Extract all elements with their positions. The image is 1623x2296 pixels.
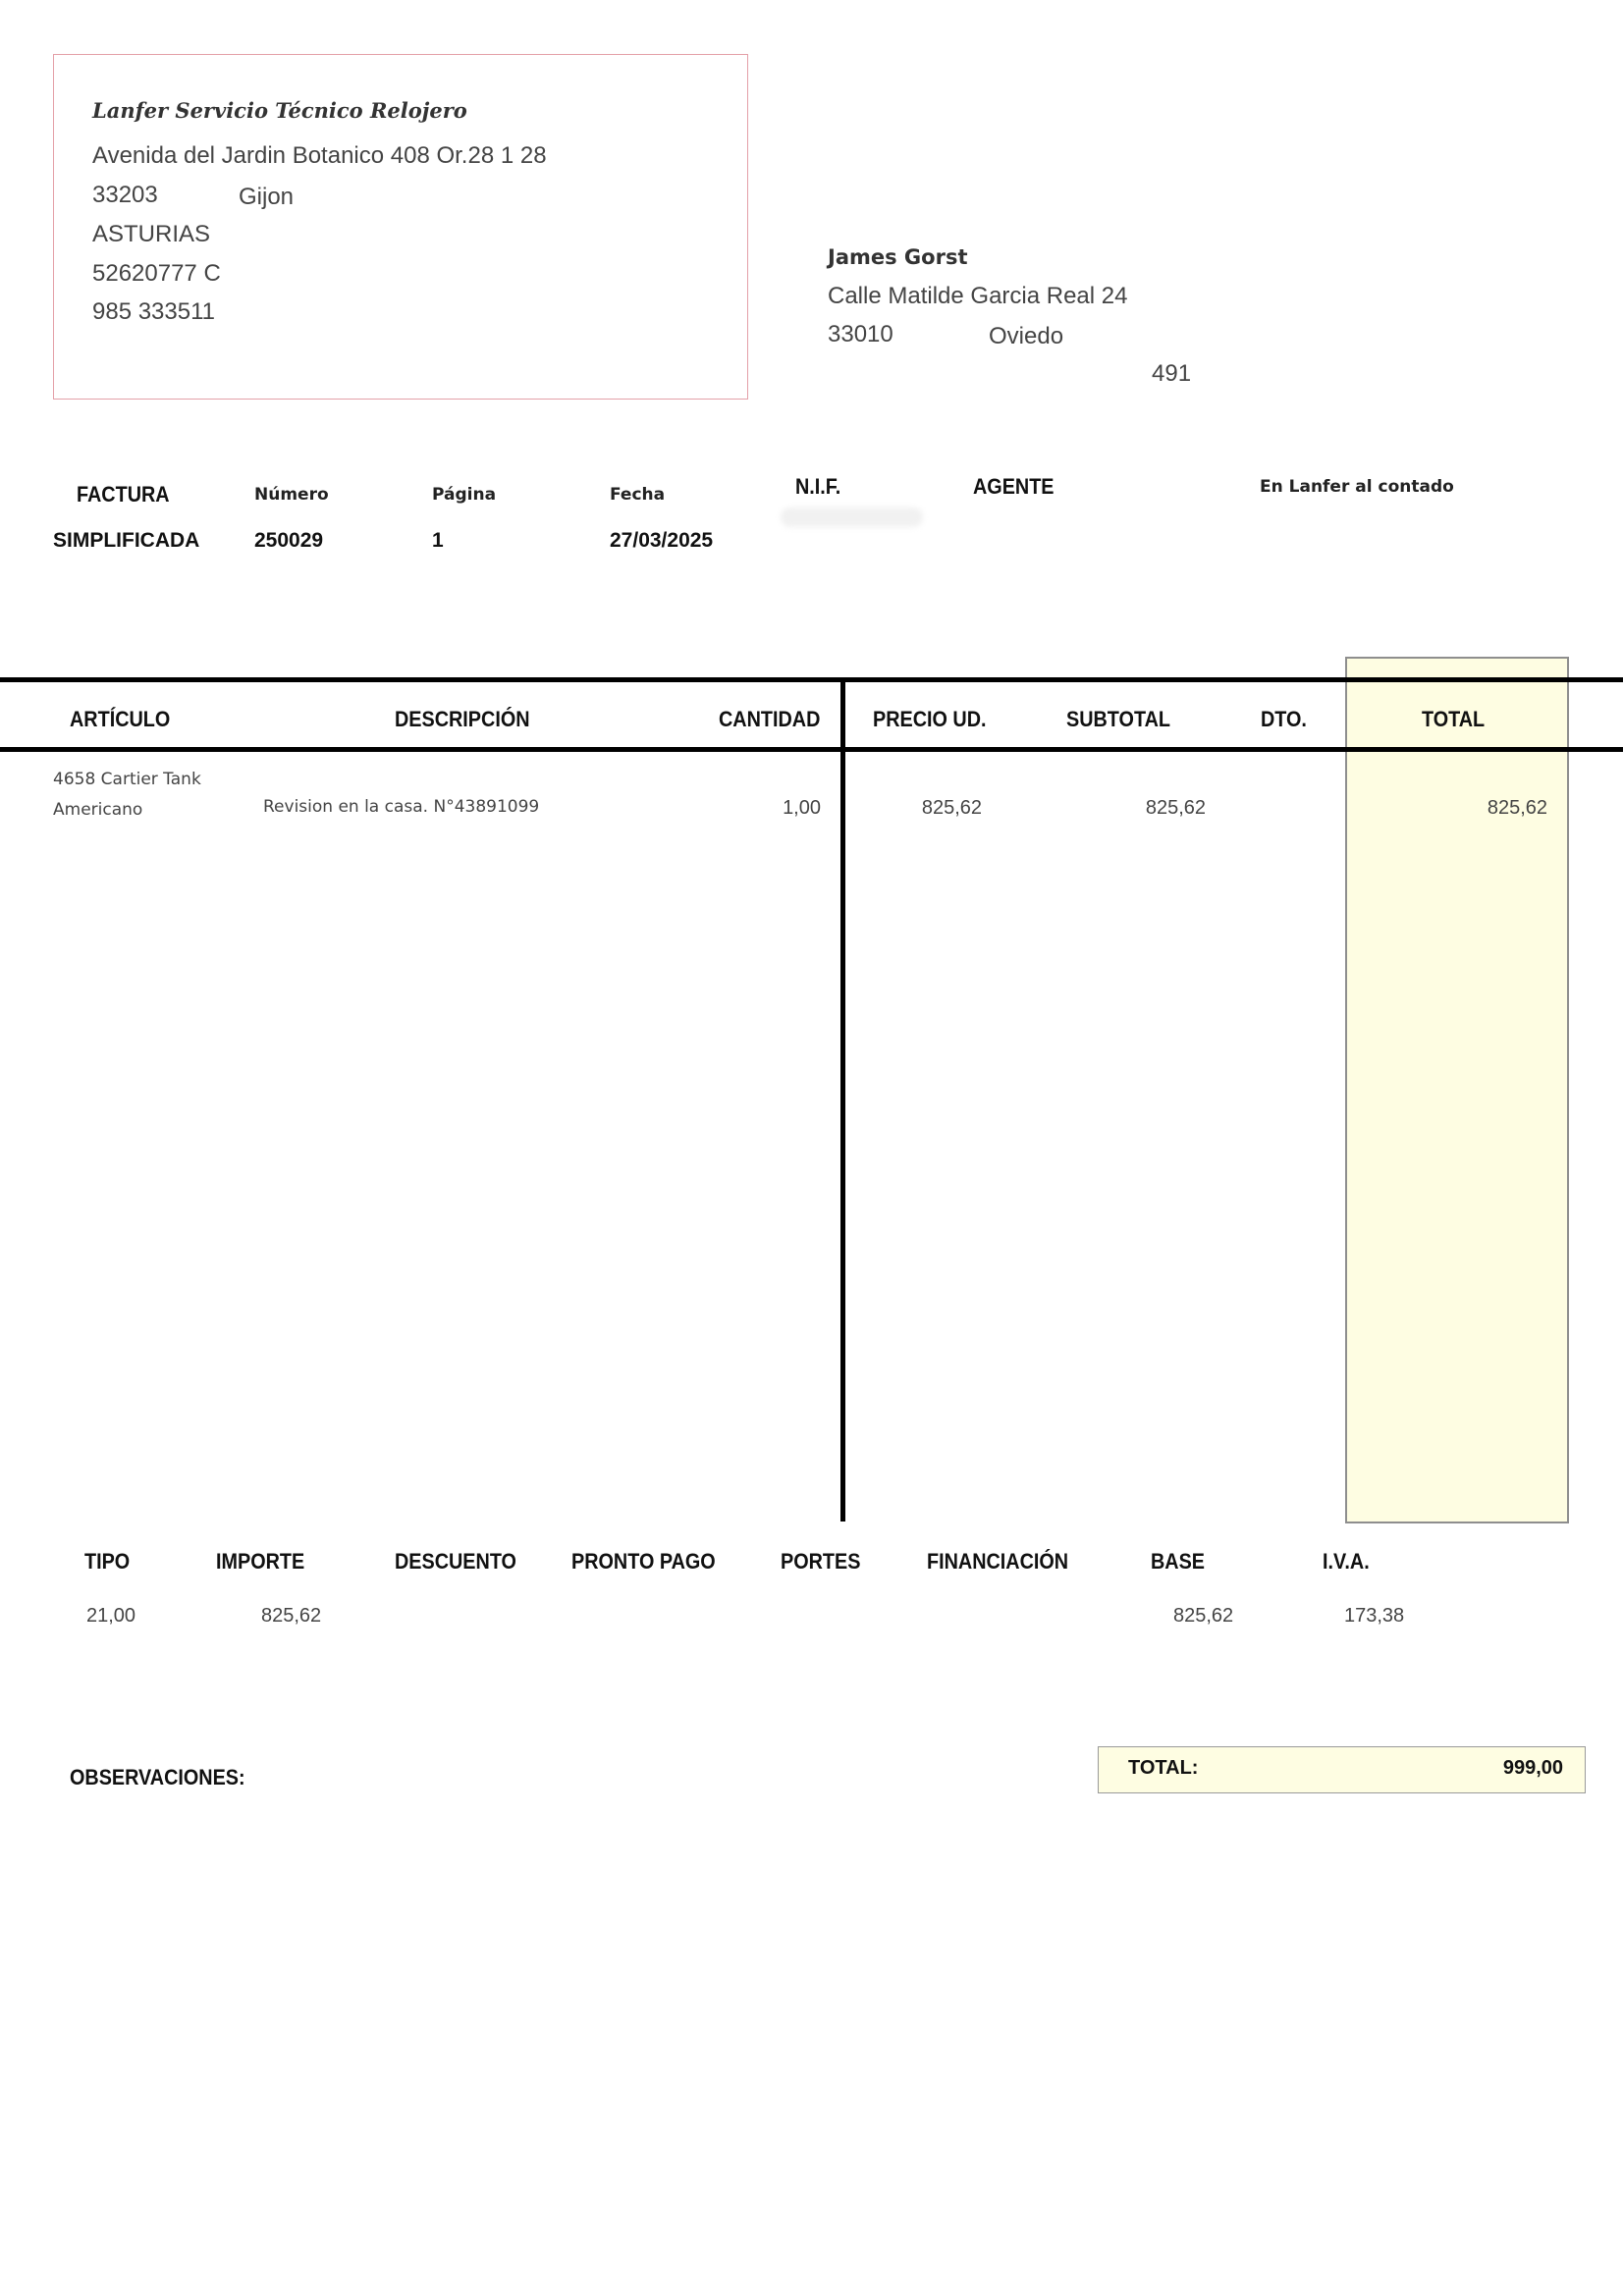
customer-address: Calle Matilde Garcia Real 24 [828,283,1128,309]
row-subtotal: 825,62 [1145,797,1206,819]
tax-header-tipo: TIPO [84,1549,131,1574]
page-label: Página [432,485,497,505]
customer-code: 491 [1152,360,1192,387]
nif-label: N.I.F. [795,474,841,499]
tax-header-portes: PORTES [781,1549,861,1574]
grand-total-value: 999,00 [1502,1757,1563,1779]
row-article-line1: 4658 Cartier Tank [53,770,201,789]
tax-value-iva: 173,38 [1344,1605,1405,1627]
col-header-discount: DTO. [1261,707,1307,731]
customer-name: James Gorst [828,245,968,269]
row-unit-price: 825,62 [921,797,982,819]
sender-postal-code: 33203 [92,182,158,208]
invoice-type-label: FACTURA [77,482,170,507]
col-header-subtotal: SUBTOTAL [1066,707,1170,731]
nif-smudge [781,507,923,527]
date-label: Fecha [610,485,666,505]
tax-value-tipo: 21,00 [86,1605,136,1627]
col-header-unit-price: PRECIO UD. [873,707,987,731]
tax-value-base: 825,62 [1173,1605,1234,1627]
tax-header-iva: I.V.A. [1323,1549,1370,1574]
row-description: Revision en la casa. N°43891099 [263,797,540,817]
number-label: Número [254,485,329,505]
table-top-rule [0,677,1623,682]
customer-postal-code: 33010 [828,321,893,347]
col-header-article: ARTÍCULO [70,707,171,731]
agent-label: AGENTE [973,474,1055,499]
col-header-quantity: CANTIDAD [719,707,821,731]
tax-header-financiacion: FINANCIACIÓN [927,1549,1069,1574]
sender-city: Gijon [239,184,295,210]
customer-city: Oviedo [989,323,1064,349]
sender-address: Avenida del Jardin Botanico 408 Or.28 1 28 [92,142,547,169]
sender-nif: 52620777 C [92,260,221,287]
tax-header-base: BASE [1151,1549,1206,1574]
sender-name: Lanfer Servicio Técnico Relojero [92,98,467,123]
total-column-highlight [1345,657,1569,1523]
row-article-line2: Americano [53,800,143,820]
sender-province: ASTURIAS [92,221,211,247]
payment-method: En Lanfer al contado [1260,477,1454,497]
tax-header-pronto-pago: PRONTO PAGO [571,1549,716,1574]
tax-header-descuento: DESCUENTO [395,1549,516,1574]
sender-phone: 985 333511 [92,298,216,325]
page-number: 1 [432,529,444,552]
tax-header-importe: IMPORTE [216,1549,305,1574]
observations-label: OBSERVACIONES: [70,1765,245,1789]
row-quantity: 1,00 [783,797,821,819]
tax-value-importe: 825,62 [261,1605,322,1627]
table-vertical-divider [840,680,845,1522]
invoice-date: 27/03/2025 [610,529,714,552]
invoice-number: 250029 [254,529,324,552]
invoice-type-label-2: SIMPLIFICADA [53,529,200,552]
col-header-description: DESCRIPCIÓN [395,707,530,731]
table-header-rule [0,747,1623,752]
grand-total-label: TOTAL: [1128,1757,1199,1779]
row-total: 825,62 [1487,797,1547,819]
col-header-total: TOTAL [1422,707,1486,731]
